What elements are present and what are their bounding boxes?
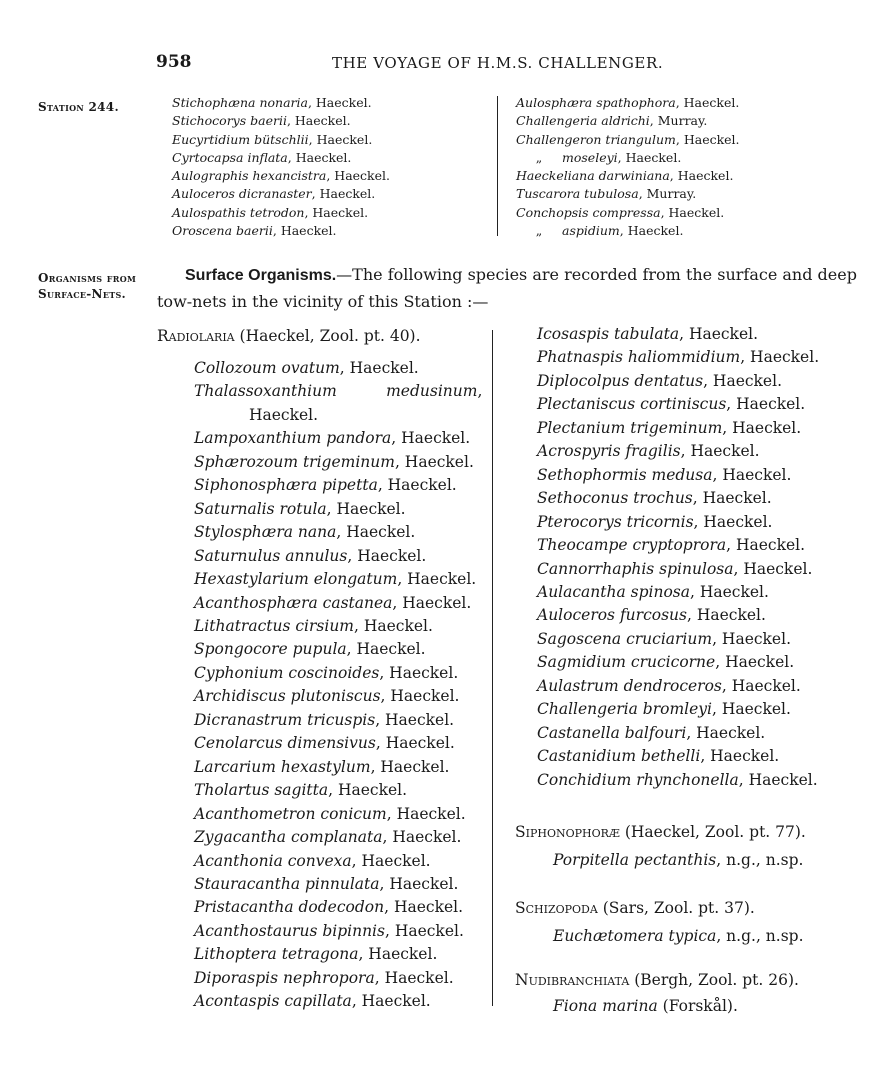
list-item: Stauracantha pinnulata, Haeckel. (194, 874, 459, 893)
surface-margin-label: Organisms from Surface-Nets. (38, 271, 137, 301)
list-item: Castanella balfouri, Haeckel. (537, 723, 766, 742)
list-item: Phatnaspis haliommidium, Haeckel. (537, 348, 820, 367)
list-item: Aulacantha spinosa, Haeckel. (537, 582, 769, 601)
list-item: Siphonosphæra pipetta, Haeckel. (194, 476, 457, 495)
running-title: THE VOYAGE OF H.M.S. CHALLENGER. (332, 54, 664, 72)
list-item: Theocampe cryptoprora, Haeckel. (537, 536, 806, 555)
station-left-entry: Stichocorys baerii, Haeckel. (172, 113, 351, 129)
list-item: Sethoconus trochus, Haeckel. (537, 489, 772, 508)
list-item: Tholartus sagitta, Haeckel. (194, 781, 408, 800)
list-item: Pristacantha dodecodon, Haeckel. (194, 898, 464, 917)
station-left-column (172, 94, 390, 240)
list-item: Sphærozoum trigeminum, Haeckel. (194, 452, 474, 471)
siphonophorae-heading: Siphonophoræ (Haeckel, Zool. pt. 77). (515, 823, 806, 841)
list-item: Plectanium trigeminum, Haeckel. (537, 418, 802, 437)
list-item: Lampoxanthium pandora, Haeckel. (194, 429, 471, 448)
station-right-entry: Aulosphæra spathophora, Haeckel. (516, 95, 740, 110)
list-item: Sethophormis medusa, Haeckel. (537, 465, 792, 484)
list-item: Zygacantha complanata, Haeckel. (194, 828, 462, 847)
list-item: Castanidium bethelli, Haeckel. (537, 747, 780, 766)
station-label: Station 244. (38, 100, 119, 114)
list-column-divider (492, 330, 493, 1006)
list-item: Acrospyris fragilis, Haeckel. (537, 442, 760, 461)
station-right-entry: Challengeron triangulum, Haeckel. (516, 131, 740, 147)
station-left-entry: Auloceros dicranaster, Haeckel. (172, 186, 376, 202)
nudibranchiata-heading: Nudibranchiata (Bergh, Zool. pt. 26). (515, 971, 799, 989)
list-item: Aulastrum dendroceros, Haeckel. (537, 676, 801, 695)
station-left-entry: Cyrtocapsa inflata, Haeckel. (172, 149, 352, 165)
siphonophorae-species: Porpitella pectanthis, n.g., n.sp. (553, 851, 804, 869)
list-item: Icosaspis tabulata, Haeckel. (537, 325, 759, 343)
list-item: Saturnulus annulus, Haeckel. (194, 546, 427, 565)
list-item: Conchidium rhynchonella, Haeckel. (537, 770, 818, 789)
page-number: 958 (156, 52, 192, 72)
list-item: Cenolarcus dimensivus, Haeckel. (194, 734, 455, 753)
list-item: Auloceros furcosus, Haeckel. (537, 606, 766, 625)
list-item: Collozoum ovatum, Haeckel. (194, 359, 419, 377)
list-item: Acanthometron conicum, Haeckel. (194, 804, 466, 823)
list-item: Cannorrhaphis spinulosa, Haeckel. (537, 559, 813, 578)
list-item: Spongocore pupula, Haeckel. (194, 640, 426, 659)
station-right-entry: „ aspidium, Haeckel. (535, 223, 684, 239)
station-left-entry: Stichophæna nonaria, Haeckel. (172, 95, 372, 110)
list-item: Thalassoxanthium medusinum, Haeckel. (194, 382, 483, 424)
list-item: Sagmidium crucicorne, Haeckel. (537, 653, 795, 672)
list-item: Acanthosphæra castanea, Haeckel. (194, 593, 472, 612)
list-item: Challengeria bromleyi, Haeckel. (537, 700, 791, 719)
station-right-entry: „ moseleyi, Haeckel. (535, 149, 682, 165)
radiolaria-left-list (194, 357, 483, 1014)
list-item: Acanthonia convexa, Haeckel. (194, 851, 431, 870)
schizopoda-species: Euchætomera typica, n.g., n.sp. (553, 927, 804, 945)
station-column-divider (497, 96, 498, 236)
list-item: Dicranastrum tricuspis, Haeckel. (194, 710, 455, 729)
list-item: Diplocolpus dentatus, Haeckel. (537, 371, 782, 390)
list-item: Archidiscus plutoniscus, Haeckel. (194, 687, 460, 706)
surface-heading: Surface Organisms. (185, 267, 337, 284)
list-item: Lithoptera tetragona, Haeckel. (194, 945, 438, 964)
schizopoda-heading: Schizopoda (Sars, Zool. pt. 37). (515, 899, 755, 917)
list-item: Acanthostaurus bipinnis, Haeckel. (194, 921, 464, 940)
nudibranchiata-species: Fiona marina (Forskål). (553, 997, 738, 1015)
list-item: Hexastylarium elongatum, Haeckel. (194, 570, 477, 589)
list-item: Plectaniscus cortiniscus, Haeckel. (537, 395, 806, 414)
station-right-entry: Haeckeliana darwiniana, Haeckel. (516, 168, 734, 184)
station-left-entry: Aulographis hexancistra, Haeckel. (172, 168, 390, 184)
list-item: Cyphonium coscinoides, Haeckel. (194, 663, 459, 682)
list-item: Larcarium hexastylum, Haeckel. (194, 757, 450, 776)
radiolaria-right-list (537, 323, 819, 792)
station-left-entry: Eucyrtidium bütschlii, Haeckel. (172, 131, 373, 147)
list-item: Diporaspis nephropora, Haeckel. (194, 968, 454, 987)
station-right-entry: Conchopsis compressa, Haeckel. (516, 204, 725, 220)
station-left-entry: Oroscena baerii, Haeckel. (172, 223, 337, 239)
station-right-entry: Tuscarora tubulosa, Murray. (516, 186, 697, 202)
list-item: Acontaspis capillata, Haeckel. (194, 992, 431, 1011)
surface-paragraph: Surface Organisms.—The following species are recorded from the surface and deep tow-nets in the vicinity of this Station :— (157, 265, 857, 311)
station-right-column (516, 94, 740, 240)
list-item: Lithatractus cirsium, Haeckel. (194, 616, 433, 635)
list-item: Pterocorys tricornis, Haeckel. (537, 512, 773, 531)
list-item: Sagoscena cruciarium, Haeckel. (537, 629, 791, 648)
station-left-entry: Aulospathis tetrodon, Haeckel. (172, 204, 369, 220)
radiolaria-heading: Radiolaria (Haeckel, Zool. pt. 40). (157, 327, 421, 345)
station-right-entry: Challengeria aldrichi, Murray. (516, 113, 708, 129)
list-item: Stylosphæra nana, Haeckel. (194, 523, 416, 542)
list-item: Saturnalis rotula, Haeckel. (194, 499, 406, 518)
